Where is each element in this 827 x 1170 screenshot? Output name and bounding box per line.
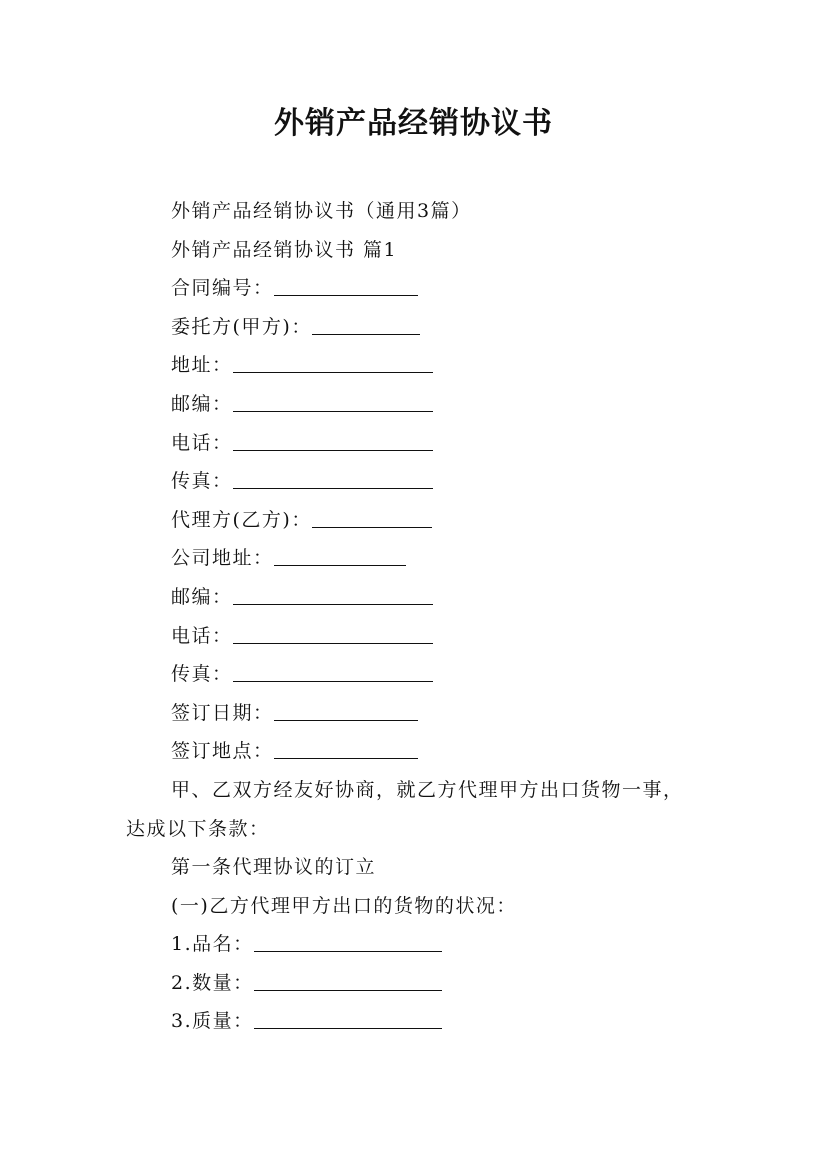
article-1-item-text: (一)乙方代理甲方出口的货物的状况：: [171, 894, 517, 917]
fax-b-field: [126, 655, 706, 694]
document-body: [126, 192, 706, 1041]
goods-quantity-field: [126, 964, 706, 1003]
article-1-text: 第一条代理协议的订立: [171, 856, 377, 879]
address-field: [126, 346, 706, 385]
contract-number-field: [126, 269, 706, 308]
paragraph-line-2: [126, 810, 706, 849]
sign-date-field: [126, 694, 706, 733]
postcode-b-blank: [233, 584, 433, 605]
party-a-field: [126, 308, 706, 347]
party-b-blank: [312, 507, 432, 528]
postcode-label: 邮编：: [171, 392, 233, 415]
party-b-field: [126, 501, 706, 540]
party-a-blank: [312, 314, 420, 335]
paragraph-line-1: [126, 771, 706, 810]
sign-date-label: 签订日期：: [171, 701, 274, 724]
company-address-label: 公司地址：: [171, 547, 274, 570]
sign-place-label: 签订地点：: [171, 740, 274, 763]
sign-place-field: [126, 732, 706, 771]
article-1-heading: [126, 848, 706, 887]
phone-field: [126, 424, 706, 463]
phone-b-blank: [233, 623, 433, 644]
phone-b-label: 电话：: [171, 624, 233, 647]
paragraph-text-2: 达成以下条款：: [126, 817, 270, 840]
goods-quantity-label: 2.数量：: [171, 971, 254, 994]
postcode-b-field: [126, 578, 706, 617]
phone-b-field: [126, 617, 706, 656]
goods-name-field: [126, 925, 706, 964]
party-b-label: 代理方(乙方)：: [171, 508, 312, 531]
sign-date-blank: [274, 700, 418, 721]
goods-quantity-blank: [254, 970, 442, 991]
phone-blank: [233, 430, 433, 451]
address-label: 地址：: [171, 354, 233, 377]
subtitle-text: 外销产品经销协议书（通用3篇）: [171, 200, 472, 222]
fax-b-label: 传真：: [171, 663, 233, 686]
goods-name-blank: [254, 931, 442, 952]
party-a-label: 委托方(甲方)：: [171, 315, 312, 338]
fax-field: [126, 462, 706, 501]
company-address-field: [126, 539, 706, 578]
document-title: 外销产品经销协议书: [274, 106, 553, 141]
goods-quality-label: 3.质量：: [171, 1010, 254, 1033]
article-1-item: [126, 887, 706, 926]
goods-quality-field: [126, 1002, 706, 1041]
subtitle-line: [126, 192, 706, 231]
postcode-b-label: 邮编：: [171, 585, 233, 608]
paragraph-text-1: 甲、乙双方经友好协商，就乙方代理甲方出口货物一事，: [171, 778, 684, 801]
company-address-blank: [274, 545, 406, 566]
phone-label: 电话：: [171, 431, 233, 454]
address-blank: [233, 352, 433, 373]
contract-number-label: 合同编号：: [171, 277, 274, 300]
fax-b-blank: [233, 661, 433, 682]
fax-label: 传真：: [171, 470, 233, 493]
section-heading-text: 外销产品经销协议书 篇1: [171, 238, 398, 261]
postcode-field: [126, 385, 706, 424]
goods-name-label: 1.品名：: [171, 933, 254, 956]
fax-blank: [233, 468, 433, 489]
section-heading: [126, 231, 706, 270]
postcode-blank: [233, 391, 433, 412]
goods-quality-blank: [254, 1008, 442, 1029]
sign-place-blank: [274, 738, 418, 759]
contract-number-blank: [274, 275, 418, 296]
